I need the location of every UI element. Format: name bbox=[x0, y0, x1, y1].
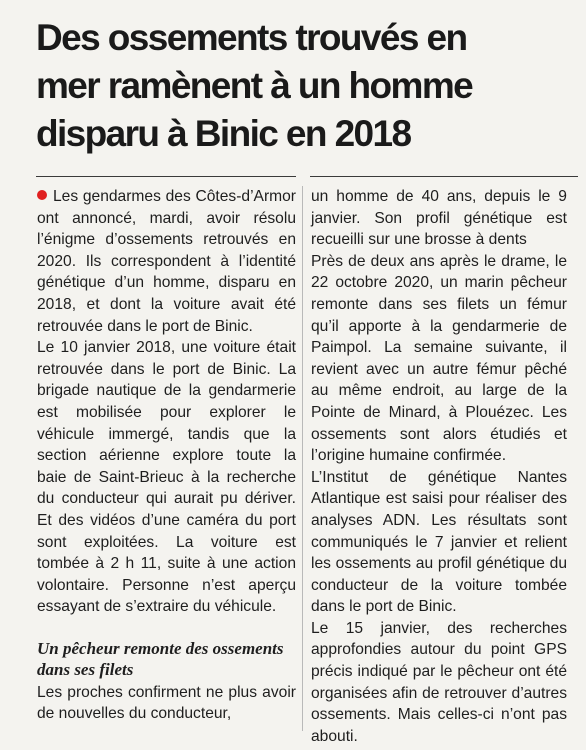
body-paragraph: Le 10 janvier 2018, une voiture était retrouvée dans le port de Binic. La brigade nautique de la gendarmerie est mobilisée pour explorer le véhicule immergé, tandis que la section aérienne explore toute la baie de Saint-Brieuc à la recherche du conducteur qui aurait pu dériver. Et des vidéos d’une caméra du port sont exploitées. La voiture est tombée à 2 h 11, suite à une action volontaire. Personne n’est aperçu essayant de s’extraire du véhicule. bbox=[37, 339, 296, 616]
lead-paragraph bbox=[37, 186, 296, 337]
article-column-right bbox=[311, 186, 567, 747]
column-divider bbox=[302, 186, 303, 731]
article-subheading: Un pêcheur remonte des ossements dans ses filets bbox=[37, 638, 284, 679]
red-bullet-icon bbox=[37, 190, 47, 200]
article-column-left bbox=[37, 186, 296, 725]
body-paragraph: L’Institut de génétique Nantes Atlantique est saisi pour réaliser des analyses ADN. Les résultats sont communiqués le 7 janvier et relient les ossements au profil génétique du conducteur de la voiture tombée dans le port de Binic. bbox=[311, 468, 567, 616]
body-paragraph: Le 15 janvier, des recherches approfondies autour du point GPS précis indiqué par le pêcheur ont été organisées afin de retrouver d’autres ossements. Mais celles-ci n’ont pas abouti. bbox=[311, 619, 567, 745]
divider-rule-right bbox=[310, 176, 578, 177]
headline-line: disparu à Binic en 2018 bbox=[36, 113, 411, 154]
body-paragraph: Les proches confirment ne plus avoir de nouvelles du conducteur, bbox=[37, 683, 296, 723]
divider-rule-left bbox=[36, 176, 296, 177]
headline-line: mer ramènent à un homme bbox=[36, 65, 473, 106]
article-headline bbox=[36, 14, 576, 158]
lead-text: Les gendarmes des Côtes-d’Armor ont annoncé, mardi, avoir résolu l’énigme d’ossements retrouvés en 2020. Ils correspondent à l’identité génétique d’un homme, disparu en 2018, et dont la voiture avait été retrouvée dans le port de Binic. bbox=[37, 188, 296, 335]
body-paragraph: un homme de 40 ans, depuis le 9 janvier. Son profil génétique est recueilli sur une brosse à dents bbox=[311, 188, 567, 249]
headline-line: Des ossements trouvés en bbox=[36, 17, 467, 58]
body-paragraph: Près de deux ans après le drame, le 22 octobre 2020, un marin pêcheur remonte dans ses filets un fémur qu’il apporte à la gendarmerie de Paimpol. La semaine suivante, il revient avec un autre fémur pêché au même endroit, au large de la Pointe de Minard, à Plouézec. Les ossements sont alors étudiés et l’origine humaine confirmée. bbox=[311, 252, 567, 465]
